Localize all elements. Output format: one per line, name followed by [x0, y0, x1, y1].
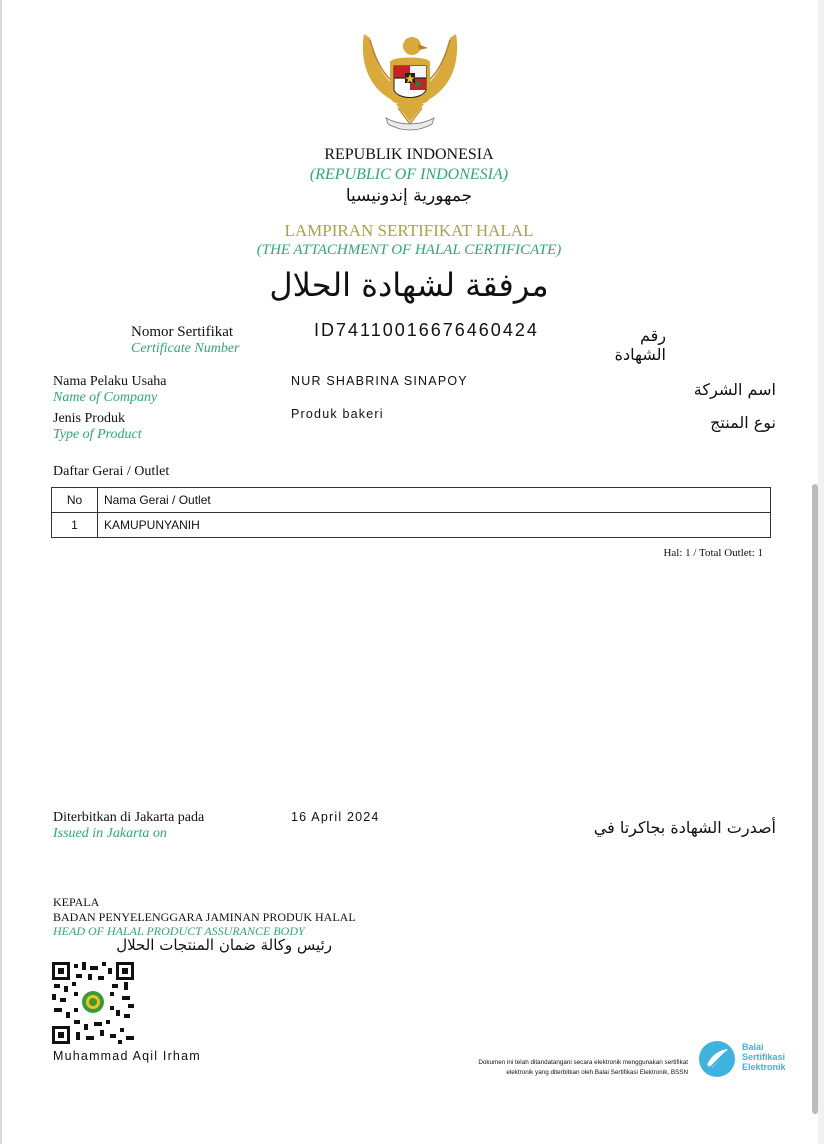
certificate-number-label-en: Certificate Number [131, 341, 240, 356]
signatory-title-2: BADAN PENYELENGGARA JAMINAN PRODUK HALAL [53, 910, 356, 924]
document-title-ar: مرفقة لشهادة الحلال [269, 266, 549, 304]
document-title-id: LAMPIRAN SERTIFIKAT HALAL [284, 221, 534, 240]
country-name-id: REPUBLIK INDONESIA [324, 146, 494, 163]
e-signature-note-line-1: Dokumen ini telah ditandatangani secara elektronik menggunakan sertifikat [478, 1059, 688, 1066]
company-label-en: Name of Company [53, 390, 158, 405]
scrollbar-thumb[interactable] [812, 484, 818, 1114]
scrollbar-track[interactable] [818, 0, 824, 1144]
halal-logo-icon [82, 991, 104, 1013]
company-label: Nama Pelaku Usaha [53, 374, 167, 389]
outlet-page-info: Hal: 1 / Total Outlet: 1 [663, 547, 763, 559]
document-title-en: (THE ATTACHMENT OF HALAL CERTIFICATE) [256, 242, 562, 258]
product-label-ar: نوع المنتج [710, 413, 776, 432]
signatory-title-ar: رئيس وكالة ضمان المنتجات الحلال [116, 936, 332, 954]
bsre-logo-text: Balai Sertifikasi Elektronik [742, 1042, 786, 1072]
e-signature-note [380, 1058, 688, 1078]
bsre-logo-icon [698, 1040, 736, 1078]
company-label-ar: اسم الشركة [693, 380, 776, 399]
product-value: Produk bakeri [291, 407, 384, 421]
column-header-outlet-name: Nama Gerai / Outlet [98, 488, 771, 513]
country-name-en: (REPUBLIC OF INDONESIA) [309, 166, 509, 183]
column-header-no: No [52, 488, 98, 513]
issued-label: Diterbitkan di Jakarta pada [53, 810, 205, 825]
outlet-table [51, 487, 771, 538]
outlet-number: 1 [52, 513, 98, 538]
issued-label-ar: أصدرت الشهادة بجاكرتا في [593, 818, 776, 837]
company-value: NUR SHABRINA SINAPOY [291, 374, 468, 388]
certificate-number-label-ar: رقم الشهادة [614, 326, 666, 364]
country-name-ar: جمهورية إندونيسيا [345, 186, 473, 206]
garuda-emblem-icon [356, 28, 464, 132]
table-header-row [52, 488, 771, 513]
signatory-title-en: HEAD OF HALAL PRODUCT ASSURANCE BODY [53, 924, 305, 938]
issued-label-en: Issued in Jakarta on [53, 826, 167, 841]
certificate-number-label: Nomor Sertifikat [131, 324, 234, 340]
qr-code-icon [52, 962, 134, 1044]
signatory-title-1: KEPALA [53, 895, 100, 909]
certificate-number-value: ID74110016676460424 [314, 320, 539, 340]
outlet-list-title: Daftar Gerai / Outlet [53, 464, 170, 479]
outlet-name: KAMUPUNYANIH [98, 513, 771, 538]
product-label: Jenis Produk [53, 411, 125, 426]
issue-date: 16 April 2024 [291, 810, 380, 824]
product-label-en: Type of Product [53, 427, 142, 442]
signatory-name: Muhammad Aqil Irham [53, 1049, 201, 1063]
table-row [52, 513, 771, 538]
e-signature-note-line-2: elektronik yang diterbitkan oleh Balai Sertifikasi Elektronik, BSSN [506, 1069, 688, 1076]
